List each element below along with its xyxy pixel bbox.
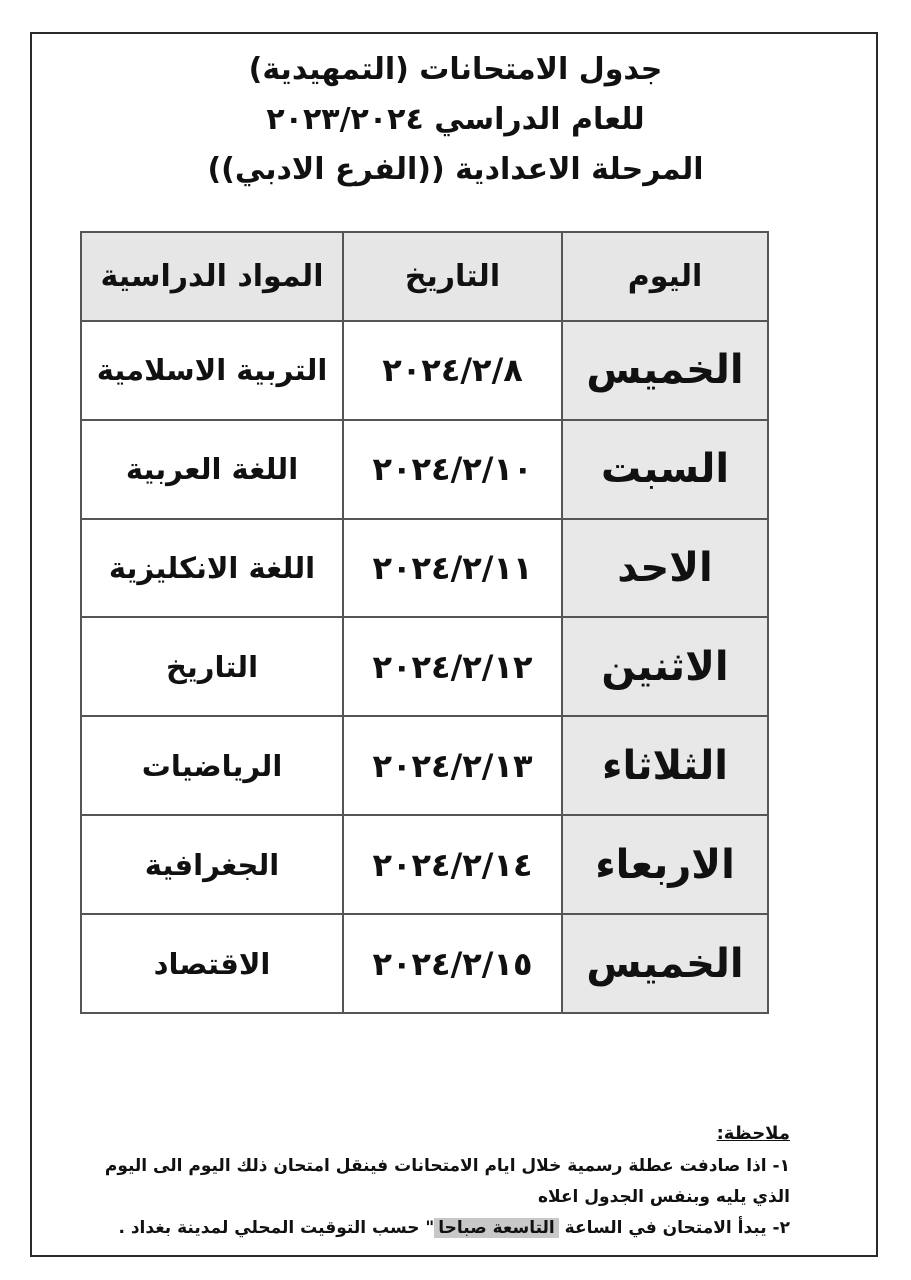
subject-cell: التاريخ xyxy=(81,617,343,716)
date-cell: ٢٠٢٤/٢/١٠ xyxy=(343,420,562,519)
subject-cell: الرياضيات xyxy=(81,716,343,815)
note-2-end: " حسب التوقيت المحلي لمدينة بغداد . xyxy=(118,1218,435,1238)
notes-title: ملاحظة: xyxy=(716,1123,790,1144)
subject-cell: التربية الاسلامية xyxy=(81,321,343,420)
table-row xyxy=(81,519,768,618)
table-row xyxy=(81,815,768,914)
exam-start-time: التاسعة صباحا xyxy=(434,1218,558,1238)
academic-year: للعام الدراسي ٢٠٢٣/٢٠٢٤ xyxy=(266,102,645,137)
table-row xyxy=(81,617,768,716)
note-2-start: ٢- يبدأ الامتحان في الساعة xyxy=(558,1218,790,1238)
table-header-row xyxy=(81,232,768,321)
stage-branch: المرحلة الاعدادية ((الفرع الادبي)) xyxy=(207,152,704,187)
date-cell: ٢٠٢٤/٢/٨ xyxy=(343,321,562,420)
subject-cell: اللغة الانكليزية xyxy=(81,519,343,618)
date-cell: ٢٠٢٤/٢/١٥ xyxy=(343,914,562,1013)
date-cell: ٢٠٢٤/٢/١٤ xyxy=(343,815,562,914)
exam-schedule-table xyxy=(80,231,769,1014)
table-row xyxy=(81,321,768,420)
table-row xyxy=(81,914,768,1013)
day-cell: الخميس xyxy=(562,321,768,420)
day-cell: الاحد xyxy=(562,519,768,618)
note-2 xyxy=(80,1213,790,1244)
note-1-line-2: الذي يليه وبنفس الجدول اعلاه xyxy=(538,1187,790,1207)
date-cell: ٢٠٢٤/٢/١٢ xyxy=(343,617,562,716)
day-cell: الاربعاء xyxy=(562,815,768,914)
table-row xyxy=(81,420,768,519)
table-row xyxy=(81,716,768,815)
document-header xyxy=(0,45,911,195)
notes-section xyxy=(80,1118,790,1244)
note-1-line-1: ١- اذا صادفت عطلة رسمية خلال ايام الامتحانات فينقل امتحان ذلك اليوم الى اليوم xyxy=(104,1156,790,1176)
page-title: جدول الامتحانات (التمهيدية) xyxy=(248,52,663,87)
date-cell: ٢٠٢٤/٢/١١ xyxy=(343,519,562,618)
subject-cell: الجغرافية xyxy=(81,815,343,914)
subject-cell: اللغة العربية xyxy=(81,420,343,519)
day-cell: الثلاثاء xyxy=(562,716,768,815)
day-cell: الخميس xyxy=(562,914,768,1013)
subject-cell: الاقتصاد xyxy=(81,914,343,1013)
header-subject: المواد الدراسية xyxy=(81,232,343,321)
date-cell: ٢٠٢٤/٢/١٣ xyxy=(343,716,562,815)
day-cell: الاثنين xyxy=(562,617,768,716)
day-cell: السبت xyxy=(562,420,768,519)
header-date: التاريخ xyxy=(343,232,562,321)
header-day: اليوم xyxy=(562,232,768,321)
